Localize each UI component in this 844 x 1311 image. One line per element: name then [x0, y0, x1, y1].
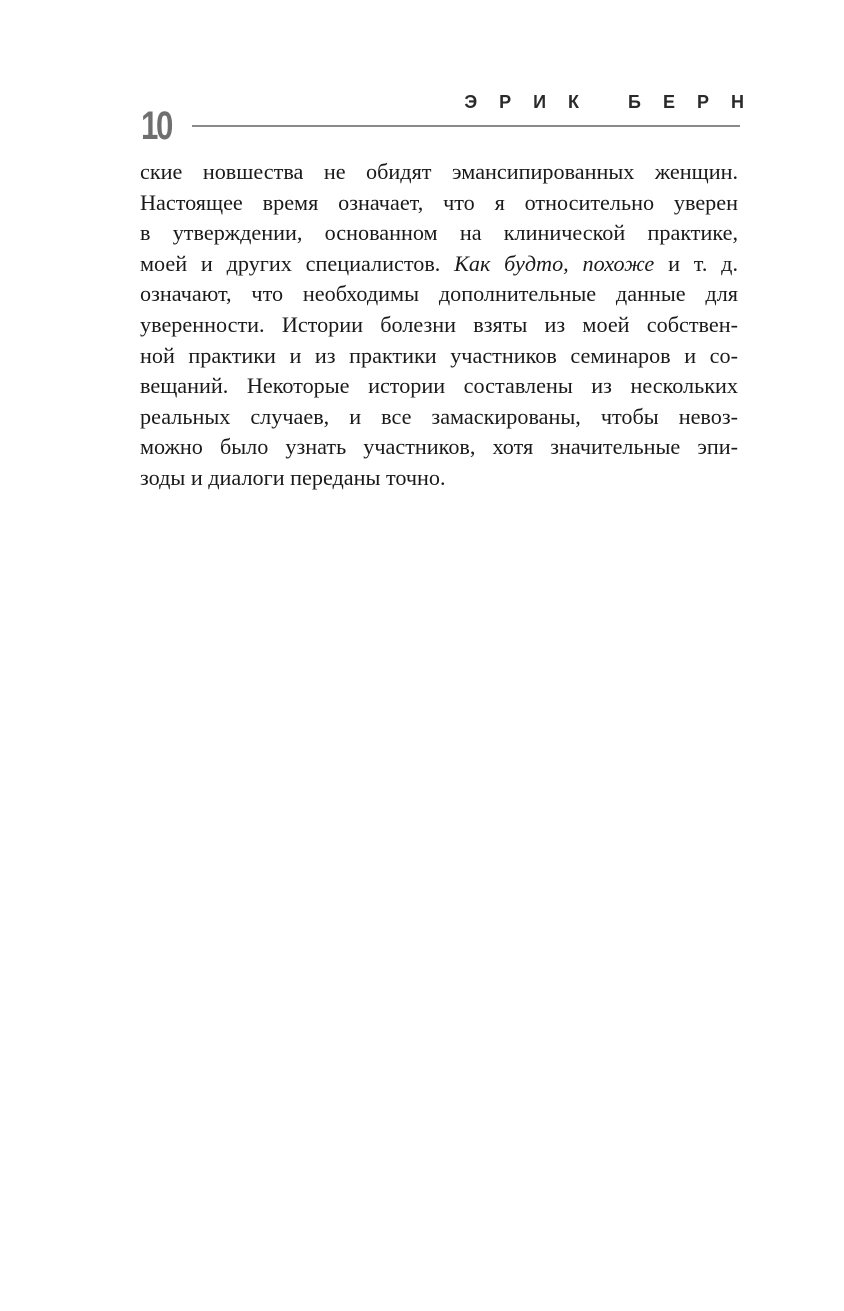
text-line: ной практики и из практики участников семинаров и со- — [140, 342, 738, 368]
text-line: можно было узнать участников, хотя значительные эпи- — [140, 434, 738, 460]
text-line-end: и т. д. — [668, 250, 739, 276]
text-line: в утверждении, основанном на клинической практике, — [140, 220, 738, 246]
page-number: 10 — [141, 104, 172, 148]
text-line: реальных случаев, и все замаскированы, чтобы невоз- — [140, 403, 738, 429]
body-paragraph — [140, 157, 738, 494]
italic-phrase: Как будто, похоже — [454, 250, 655, 276]
text-line: ские новшества не обидят эмансипированных женщин. — [140, 159, 738, 184]
text-line: Настоящее время означает, что я относительно уверен — [140, 189, 738, 215]
text-line: уверенности. Истории болезни взяты из моей собствен- — [140, 311, 738, 337]
running-head-author: ЭРИК БЕРН — [464, 92, 766, 112]
text-line-start: моей и других специалистов. — [140, 250, 441, 276]
text-line: означают, что необходимы дополнительные данные для — [140, 281, 738, 307]
header-rule — [192, 125, 740, 127]
text-line-with-italic — [140, 249, 738, 280]
text-line: вещаний. Некоторые истории составлены из нескольких — [140, 373, 738, 399]
text-line-last: зоды и диалоги переданы точно. — [140, 464, 446, 490]
